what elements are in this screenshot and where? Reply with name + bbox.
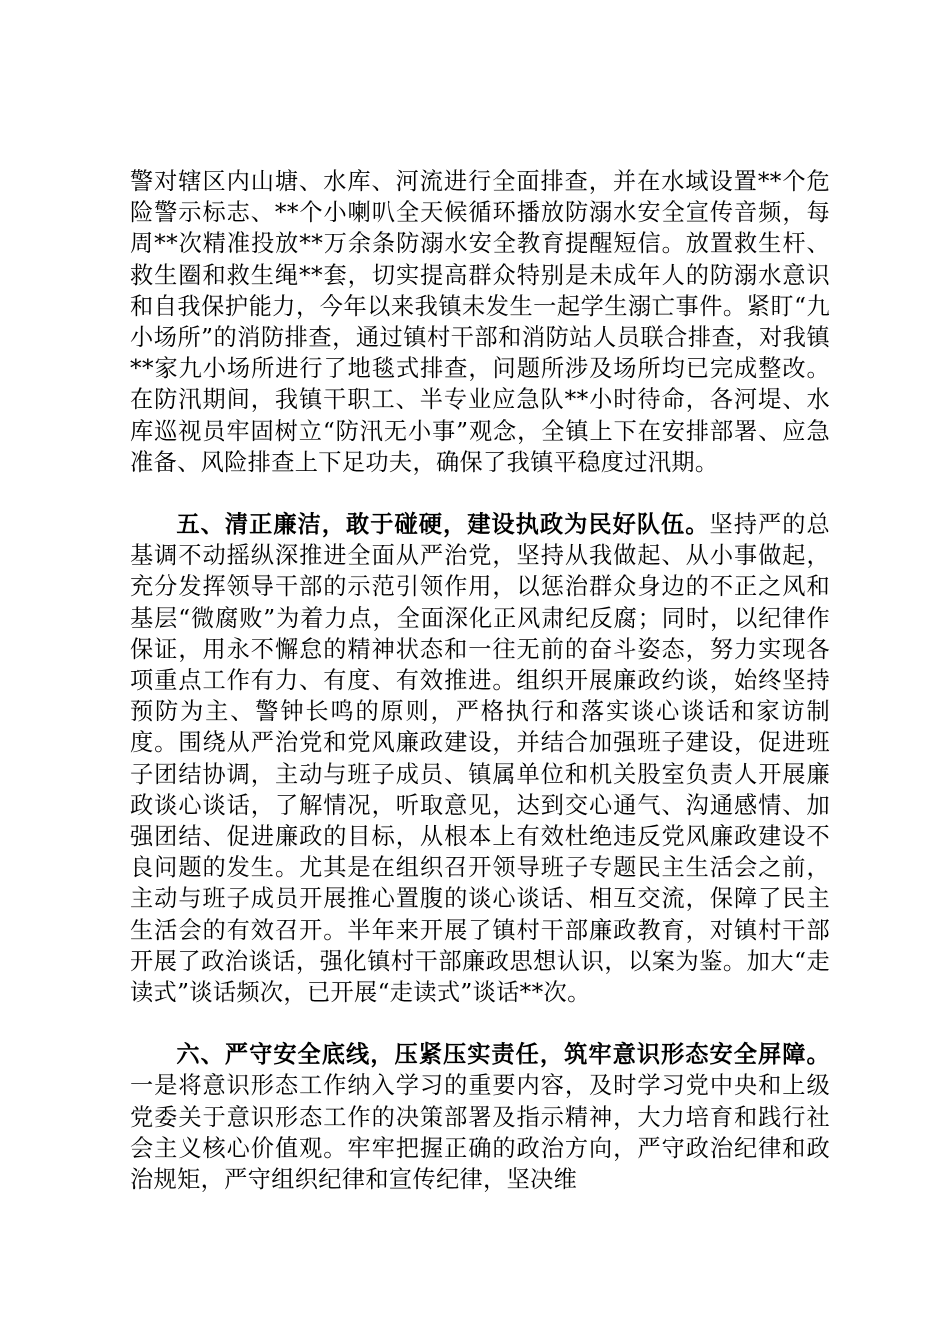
- paragraph-body: 一是将意识形态工作纳入学习的重要内容，及时学习党中央和上级党委关于意识形态工作的决策部署及指示精神，大力培育和践行社会主义核心价值观。牢牢把握正确的政治方向，严守政治纪律和政治规矩，严守组织纪律和宣传纪律，坚决维: [130, 1072, 830, 1194]
- paragraph-ideology-security: [130, 1039, 830, 1195]
- paragraph-body: 坚持严的总基调不动摇纵深推进全面从严治党，坚持从我做起、从小事做起，充分发挥领导干部的示范引领作用，以惩治群众身边的不正之风和基层“微腐败”为着力点，全面深化正风肃纪反腐；同时，以纪律作保证，用永不懈怠的精神状态和一往无前的奋斗姿态，努力实现各项重点工作有力、有度、有效推进。组织开展廉政约谈，始终坚持预防为主、警钟长鸣的原则，严格执行和落实谈心谈话和家访制度。围绕从严治党和党风廉政建设，并结合加强班子建设，促进班子团结协调，主动与班子成员、镇属单位和机关股室负责人开展廉政谈心谈话，了解情况，听取意见，达到交心通气、沟通感情、加强团结、促进廉政的目标，从根本上有效杜绝违反党风廉政建设不良问题的发生。尤其是在组织召开领导班子专题民主生活会之前，主动与班子成员开展推心置腹的谈心谈话、相互交流，保障了民主生活会的有效召开。半年来开展了镇村干部廉政教育，对镇村干部开展了政治谈话，强化镇村干部廉政思想认识，以案为鉴。加大“走读式”谈话频次，已开展“走读式”谈话**次。: [130, 511, 831, 1007]
- section-heading-six: 六、严守安全底线，压紧压实责任，筑牢意识形态安全屏障。: [176, 1041, 830, 1069]
- section-heading-five: 五、清正廉洁，敢于碰硬，建设执政为民好队伍。: [176, 511, 710, 539]
- paragraph-body: 警对辖区内山塘、水库、河流进行全面排查，并在水域设置**个危险警示标志、**个小喇叭全天候循环播放防溺水安全宣传音频，每周**次精准投放**万余条防溺水安全教育提醒短信。放置救生杆、救生圈和救生绳**套，切实提高群众特别是未成年人的防溺水意识和自我保护能力，今年以来我镇未发生一起学生溺亡事件。紧盯“九小场所”的消防排查，通过镇村干部和消防站人员联合排查，对我镇**家九小场所进行了地毯式排查，问题所涉及场所均已完成整改。在防汛期间，我镇干职工、半专业应急队**小时待命，各河堤、水库巡视员牢固树立“防汛无小事”观念，全镇上下在安排部署、应急准备、风险排查上下足功夫，确保了我镇平稳度过汛期。: [130, 168, 830, 476]
- document-page: [130, 166, 830, 1195]
- paragraph-water-safety: [130, 166, 830, 478]
- paragraph-integrity: [130, 509, 830, 1008]
